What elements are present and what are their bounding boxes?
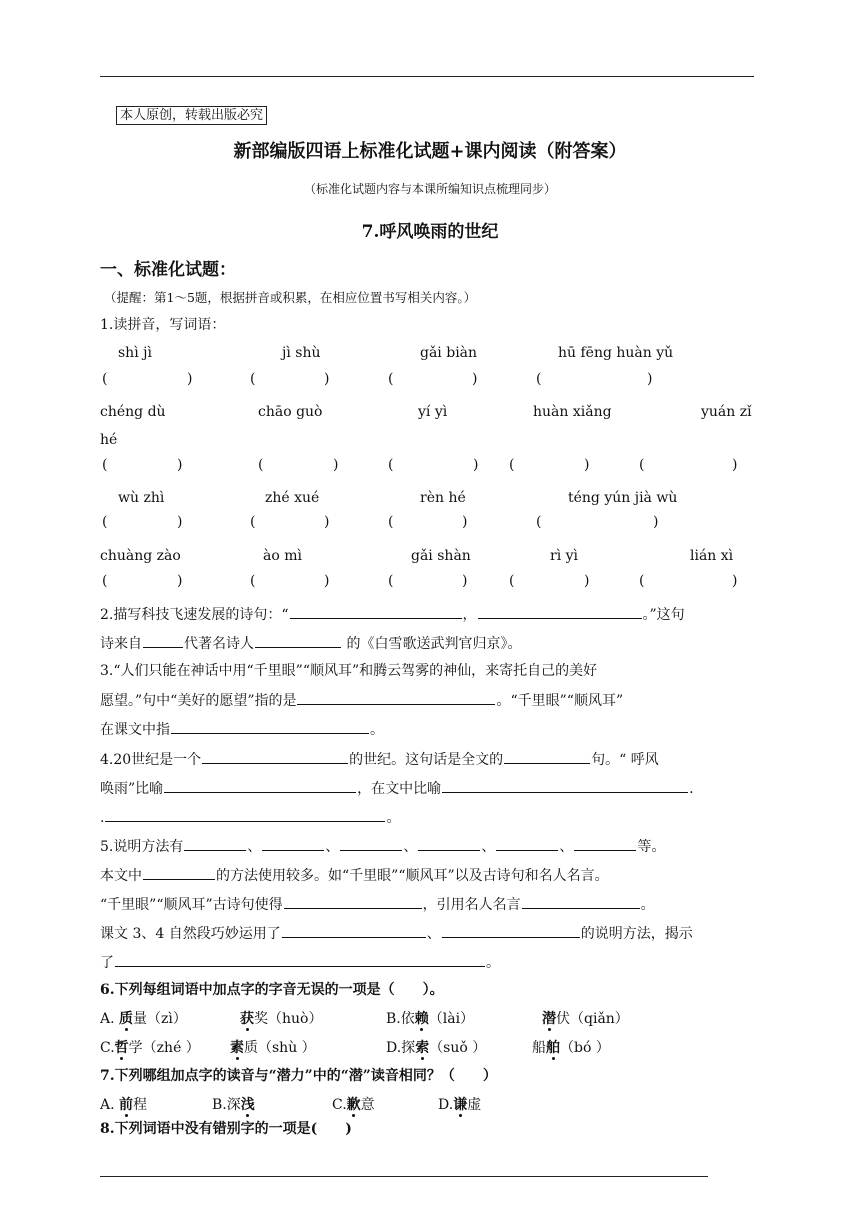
- pinyin: téng yún jià wù: [568, 490, 678, 506]
- pinyin: zhé xué: [265, 490, 320, 506]
- pinyin: hé: [100, 432, 118, 448]
- q2-text: ，: [462, 607, 477, 623]
- page-subtitle: （标准化试题内容与本课所编知识点梳理同步）: [303, 182, 556, 196]
- q2-line2: [100, 632, 521, 653]
- q1-title: 1.读拼音，写词语：: [100, 317, 226, 333]
- q4-text: 唤雨”比喻: [100, 781, 164, 797]
- option-prefix: A.: [100, 1097, 120, 1113]
- dotted-char: 素: [230, 1037, 244, 1057]
- answer-bracket-left: (: [102, 514, 108, 530]
- q5-text: 、: [403, 839, 418, 855]
- pinyin: chuàng zào: [100, 548, 181, 564]
- answer-blank[interactable]: [143, 864, 215, 880]
- answer-bracket-right: ): [647, 371, 653, 387]
- q4-text: 。: [386, 810, 401, 826]
- q6-stem: 6.下列每组词语中加点字的字音无误的一项是（ ）。: [100, 982, 444, 998]
- answer-blank[interactable]: [418, 835, 480, 851]
- pinyin: yí yì: [418, 404, 448, 420]
- option-prefix: D.探: [386, 1040, 416, 1056]
- answer-bracket-left: (: [250, 514, 256, 530]
- dotted-char: 获: [240, 1008, 254, 1028]
- q5-text: 。: [486, 955, 500, 971]
- answer-blank[interactable]: [284, 893, 422, 909]
- answer-bracket-right: ): [584, 573, 590, 589]
- pinyin: gǎi shàn: [411, 548, 471, 564]
- answer-bracket-right: ): [177, 573, 183, 589]
- answer-blank[interactable]: [522, 893, 640, 909]
- option-text: 量（zì）: [133, 1011, 187, 1027]
- q7-option-d[interactable]: [438, 1094, 481, 1114]
- q7-stem: 7.下列哪组加点字的读音与“潜力”中的“潜”读音相同？（ ）: [100, 1068, 497, 1084]
- answer-bracket-left: (: [250, 573, 256, 589]
- answer-bracket-left: (: [509, 573, 515, 589]
- option-prefix: B.深: [212, 1097, 241, 1113]
- q2-text: 的《白雪歌送武判官归京》。: [342, 636, 522, 652]
- q5-line4: [100, 922, 693, 943]
- q3-text: 在课文中指: [100, 722, 170, 738]
- answer-bracket-right: ): [732, 457, 738, 473]
- answer-blank[interactable]: [496, 835, 558, 851]
- q5-line1: [100, 835, 665, 856]
- q4-text: 4.20世纪是一个: [100, 752, 202, 768]
- q3-line1: 3.“人们只能在神话中用“千里眼”“顺风耳”和腾云驾雾的神仙，来寄托自己的美好: [100, 663, 598, 679]
- answer-blank[interactable]: [442, 922, 580, 938]
- q5-line2: [100, 864, 609, 885]
- q3-text: 。“千里眼”“顺风耳”: [496, 693, 624, 709]
- option-text: 奖（huò）: [254, 1011, 323, 1027]
- option-text: 质（shù ）: [244, 1040, 316, 1056]
- q5-text: 的说明方法，揭示: [580, 926, 693, 942]
- pinyin: rì yì: [550, 548, 579, 564]
- q4-line3: [100, 806, 400, 827]
- q6-option-d[interactable]: [386, 1037, 486, 1057]
- q5-line3: [100, 893, 655, 914]
- option-text: （bó ）: [560, 1040, 610, 1056]
- answer-blank[interactable]: [202, 748, 348, 764]
- answer-bracket-left: (: [536, 514, 542, 530]
- answer-blank[interactable]: [290, 603, 462, 619]
- answer-bracket-left: (: [639, 457, 645, 473]
- copyright-stamp: 本人原创，转载出版必究: [116, 106, 267, 125]
- top-rule: [100, 76, 754, 77]
- q2-text: 。”这句: [642, 607, 685, 623]
- q5-text: 、: [247, 839, 262, 855]
- option-text: 学（zhé ）: [128, 1040, 200, 1056]
- q3-text: 愿望。”句中“美好的愿望”指的是: [100, 693, 297, 709]
- pinyin: shì jì: [118, 345, 152, 361]
- pinyin: chāo guò: [258, 404, 323, 420]
- answer-bracket-right: ): [653, 514, 659, 530]
- answer-blank[interactable]: [574, 835, 636, 851]
- q2-text: 代著名诗人: [184, 636, 254, 652]
- answer-blank[interactable]: [282, 922, 426, 938]
- option-prefix: B.依: [386, 1011, 415, 1027]
- answer-blank[interactable]: [164, 777, 356, 793]
- q7-option-b[interactable]: [212, 1094, 255, 1114]
- answer-blank[interactable]: [504, 748, 590, 764]
- answer-bracket-right: ): [324, 371, 330, 387]
- page-title: 新部编版四语上标准化试题+课内阅读（附答案）: [233, 141, 627, 162]
- q5-line5: [100, 951, 500, 972]
- answer-blank[interactable]: [262, 835, 324, 851]
- answer-bracket-right: ): [177, 514, 183, 530]
- answer-bracket-right: ): [584, 457, 590, 473]
- q3-text: 。: [370, 722, 384, 738]
- q3-line3: [100, 718, 384, 739]
- q5-text: ，引用名人名言: [422, 897, 521, 913]
- q5-text: 等。: [637, 839, 666, 855]
- answer-bracket-right: ): [177, 457, 183, 473]
- answer-bracket-left: (: [250, 371, 256, 387]
- answer-bracket-left: (: [102, 573, 108, 589]
- dotted-char: 质: [119, 1008, 133, 1028]
- answer-blank[interactable]: [143, 632, 183, 648]
- q5-text: 、: [481, 839, 496, 855]
- dotted-char: 哲: [115, 1037, 129, 1057]
- q5-text: 。: [640, 897, 655, 913]
- q7-option-c[interactable]: [332, 1094, 375, 1114]
- q4-line2: [100, 777, 694, 798]
- dotted-char: 舶: [546, 1037, 560, 1057]
- answer-bracket-left: (: [536, 371, 542, 387]
- pinyin: chéng dù: [100, 404, 166, 420]
- q4-text: .: [689, 781, 694, 797]
- option-prefix: A.: [100, 1011, 120, 1027]
- option-text: 船: [532, 1040, 546, 1056]
- q6-option-b[interactable]: [386, 1008, 474, 1028]
- pinyin: jì shù: [282, 345, 321, 361]
- q2-text: 诗来自: [100, 636, 142, 652]
- q6-option-d-word2: [532, 1037, 610, 1057]
- q5-text: 5.说明方法有: [100, 839, 184, 855]
- answer-bracket-right: ): [732, 573, 738, 589]
- q8-stem: 8.下列词语中没有错别字的一项是( ): [100, 1121, 352, 1137]
- answer-blank[interactable]: [105, 806, 385, 822]
- dotted-char: 潜: [542, 1008, 556, 1028]
- answer-bracket-right: ): [473, 457, 479, 473]
- pinyin: gǎi biàn: [420, 345, 478, 361]
- answer-blank[interactable]: [255, 632, 341, 648]
- option-prefix: D.: [438, 1097, 454, 1113]
- q5-text: 本文中: [100, 868, 142, 884]
- option-text: 意: [360, 1097, 375, 1113]
- pinyin: wù zhì: [118, 490, 165, 506]
- answer-bracket-left: (: [509, 457, 515, 473]
- answer-bracket-left: (: [102, 457, 108, 473]
- option-text: 程: [133, 1097, 148, 1113]
- q4-text: 句。“ 呼风: [591, 752, 659, 768]
- option-prefix: C.: [100, 1040, 115, 1056]
- q3-line2: [100, 689, 623, 710]
- answer-blank[interactable]: [115, 951, 485, 967]
- q2-text: 2.描写科技飞速发展的诗句：“: [100, 607, 289, 623]
- answer-bracket-right: ): [187, 371, 193, 387]
- q4-text: .: [100, 810, 105, 826]
- answer-bracket-left: (: [388, 371, 394, 387]
- answer-blank[interactable]: [340, 835, 402, 851]
- dotted-char: 歉: [347, 1094, 361, 1114]
- q5-text: 、: [325, 839, 340, 855]
- answer-bracket-right: ): [462, 514, 468, 530]
- pinyin: ào mì: [263, 548, 302, 564]
- q4-text: 的世纪。这句话是全文的: [349, 752, 504, 768]
- q5-text: “千里眼”“顺风耳”古诗句使得: [100, 897, 283, 913]
- answer-bracket-left: (: [388, 457, 394, 473]
- answer-blank[interactable]: [184, 835, 246, 851]
- q4-line1: [100, 748, 659, 769]
- dotted-char: 赖: [415, 1008, 429, 1028]
- lesson-title: 7.呼风唤雨的世纪: [361, 222, 499, 242]
- dotted-char: 前: [119, 1094, 133, 1114]
- q6-option-a-word2: [240, 1008, 322, 1028]
- dotted-char: 索: [415, 1037, 429, 1057]
- answer-bracket-right: ): [333, 457, 339, 473]
- option-prefix: C.: [332, 1097, 347, 1113]
- q4-text: ，在文中比喻: [357, 781, 442, 797]
- answer-bracket-right: ): [324, 514, 330, 530]
- q7-option-a[interactable]: [100, 1094, 147, 1114]
- q5-text: 了: [100, 955, 114, 971]
- q6-option-b-word2: [542, 1008, 629, 1028]
- option-text: （lài）: [428, 1011, 475, 1027]
- q5-text: 、: [426, 926, 441, 942]
- answer-bracket-left: (: [388, 573, 394, 589]
- pinyin: huàn xiǎng: [533, 404, 612, 420]
- pinyin: rèn hé: [420, 490, 466, 506]
- q6-option-c-word2: [230, 1037, 316, 1057]
- answer-bracket-left: (: [258, 457, 264, 473]
- dotted-char: 浅: [241, 1094, 255, 1114]
- answer-bracket-left: (: [388, 514, 394, 530]
- pinyin: yuán zǐ: [701, 404, 752, 420]
- dotted-char: 谦: [453, 1094, 467, 1114]
- q5-text: 的方法使用较多。如“千里眼”“顺风耳”以及古诗句和名人名言。: [216, 868, 609, 884]
- q5-text: 、: [559, 839, 574, 855]
- q6-option-a[interactable]: [100, 1008, 187, 1028]
- answer-bracket-right: ): [472, 371, 478, 387]
- section-heading: 一、标准化试题：: [100, 260, 236, 280]
- answer-bracket-left: (: [639, 573, 645, 589]
- answer-bracket-right: ): [324, 573, 330, 589]
- answer-blank[interactable]: [297, 689, 495, 705]
- answer-bracket-left: (: [102, 371, 108, 387]
- option-text: 虚: [467, 1097, 482, 1113]
- answer-blank[interactable]: [478, 603, 642, 619]
- pinyin: lián xì: [690, 548, 734, 564]
- option-text: 伏（qiǎn）: [556, 1011, 629, 1027]
- answer-blank[interactable]: [442, 777, 688, 793]
- q5-text: 课文 3、4 自然段巧妙运用了: [100, 926, 281, 942]
- bottom-rule: [100, 1176, 708, 1177]
- option-text: （suǒ ）: [429, 1040, 487, 1056]
- q2-line1: [100, 603, 685, 624]
- pinyin: hū fēng huàn yǔ: [558, 345, 674, 361]
- section-hint: （提醒：第1～5题，根据拼音或积累，在相应位置书写相关内容。）: [104, 290, 477, 305]
- answer-blank[interactable]: [171, 718, 369, 734]
- q6-option-c[interactable]: [100, 1037, 200, 1057]
- answer-bracket-right: ): [462, 573, 468, 589]
